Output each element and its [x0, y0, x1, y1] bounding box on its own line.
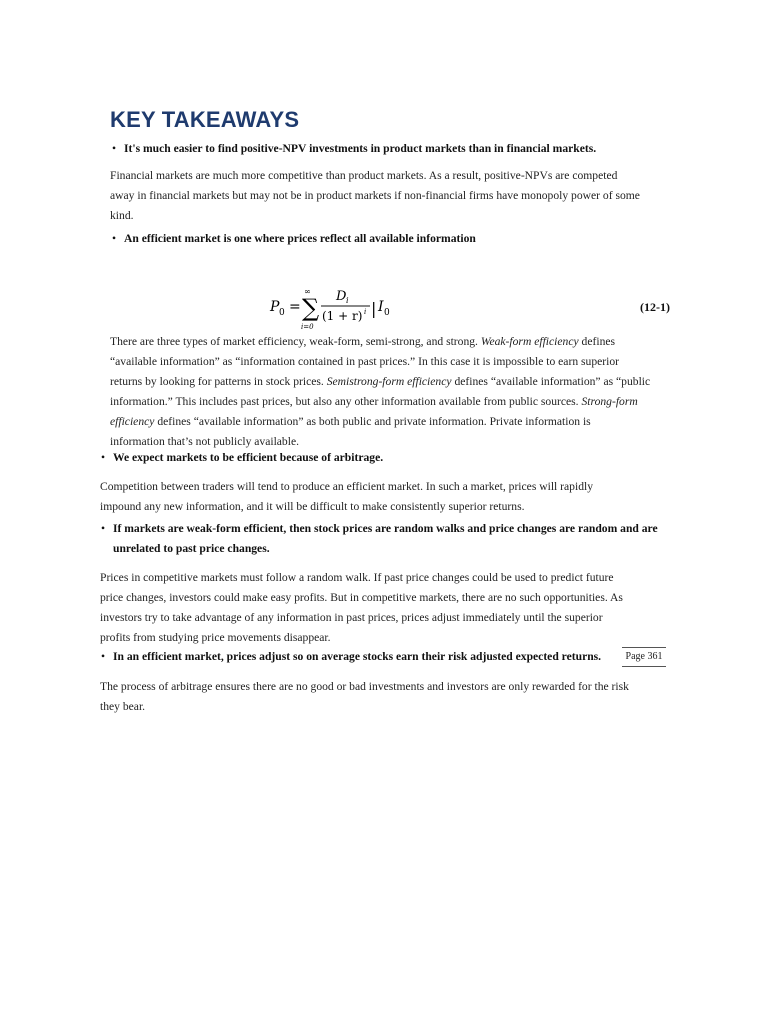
page-number-marker: Page 361: [622, 647, 666, 667]
takeaway-bullet-3: [101, 448, 383, 468]
text-span: information.” This includes past prices, but also any other information available from public sources.: [110, 395, 579, 408]
text-line: “available information” as “information contained in past prices.” In this case it is impossible to earn superior: [110, 355, 620, 368]
takeaway-text: We expect markets to be efficient because of arbitrage.: [113, 451, 384, 464]
text-line: [110, 372, 650, 392]
text-line: investors try to take advantage of any information in past prices, prices adjust immediately until the superior: [100, 611, 603, 624]
text-span: defines: [581, 335, 616, 348]
formula-sigma-top: ∞: [304, 287, 311, 296]
formula-lhs: P: [270, 299, 280, 315]
takeaway-bullet-1: [112, 139, 596, 159]
italic-term: Semistrong-form efficiency: [326, 375, 452, 388]
takeaway-text: An efficient market is one where prices reflect all available information: [124, 232, 476, 245]
text-span: returns by looking for patterns in stock prices.: [110, 375, 324, 388]
text-span: defines “available information” as “public: [454, 375, 651, 388]
key-takeaways-heading: KEY TAKEAWAYS: [110, 107, 300, 132]
italic-term: efficiency: [110, 415, 155, 428]
text-line: kind.: [110, 209, 134, 222]
takeaway-bullet-2: [112, 229, 476, 249]
bullet-dot-icon: •: [101, 522, 106, 535]
bullet-dot-icon: •: [112, 232, 117, 245]
formula-denominator: (1 + r): [322, 309, 363, 323]
italic-term: Weak-form efficiency: [480, 335, 579, 348]
takeaway-bullet-4-continued: [113, 539, 270, 559]
text-line: profits from studying price movements disappear.: [100, 631, 331, 644]
formula-rhs: I: [378, 299, 384, 315]
text-line: The process of arbitrage ensures there are no good or bad investments and investors are only rewarded for the risk: [100, 680, 629, 693]
takeaway-text: In an efficient market, prices adjust so on average stocks earn their risk adjusted expected returns.: [113, 650, 602, 663]
formula-bar: |: [371, 299, 377, 318]
takeaway-text: It's much easier to find positive-NPV investments in product markets than in financial markets.: [124, 142, 597, 155]
paragraph-market-efficiency-types: [110, 332, 650, 452]
text-span: There are three types of market efficiency, weak-form, semi-strong, and strong.: [110, 335, 478, 348]
takeaway-text: If markets are weak-form efficient, then stock prices are random walks and price changes are random and are: [113, 522, 658, 535]
text-line: [110, 332, 650, 352]
formula-numerator: D: [336, 289, 347, 304]
formula-numerator-sub: i: [346, 296, 349, 305]
equation-number: (12-1): [640, 300, 670, 314]
bullet-dot-icon: •: [112, 142, 117, 155]
formula-rhs-sub: 0: [384, 308, 390, 318]
takeaway-bullet-5: [101, 647, 601, 667]
formula-sigma-bottom: i=0: [301, 323, 314, 331]
italic-term: Strong-form: [581, 395, 638, 408]
formula-lhs-sub: 0: [279, 308, 285, 318]
paragraph-financial-markets: [110, 166, 640, 226]
text-line: [110, 412, 650, 432]
takeaway-text: unrelated to past price changes.: [113, 542, 270, 555]
text-line: price changes, investors could make easy profits. But in competitive markets, there are no such opportunities. As: [100, 591, 623, 604]
bullet-dot-icon: •: [101, 650, 106, 663]
formula-equals: =: [289, 299, 301, 315]
paragraph-arbitrage: [100, 677, 629, 717]
bullet-dot-icon: •: [101, 451, 106, 464]
formula-sigma: ∑: [302, 294, 320, 322]
text-line: they bear.: [100, 700, 146, 713]
paragraph-random-walk: [100, 568, 623, 648]
text-line: Competition between traders will tend to produce an efficient market. In such a market, prices will rapidly: [100, 480, 594, 493]
takeaway-bullet-4: [101, 519, 658, 539]
efficient-market-formula: [268, 284, 428, 332]
text-line: information that’s not publicly available.: [110, 435, 299, 448]
text-line: Prices in competitive markets must follow a random walk. If past price changes could be used to predict future: [100, 571, 614, 584]
text-line: impound any new information, and it will be difficult to make consistently superior returns.: [100, 500, 525, 513]
formula-denominator-sup: i: [364, 308, 367, 316]
text-span: defines “available information” as both public and private information. Private information is: [157, 415, 591, 428]
text-line: Financial markets are much more competitive than product markets. As a result, positive-NPVs are competed: [110, 169, 618, 182]
text-line: [110, 392, 650, 412]
paragraph-competition: [100, 477, 593, 517]
text-line: away in financial markets but may not be in product markets if non-financial firms have monopoly power of some: [110, 189, 640, 202]
